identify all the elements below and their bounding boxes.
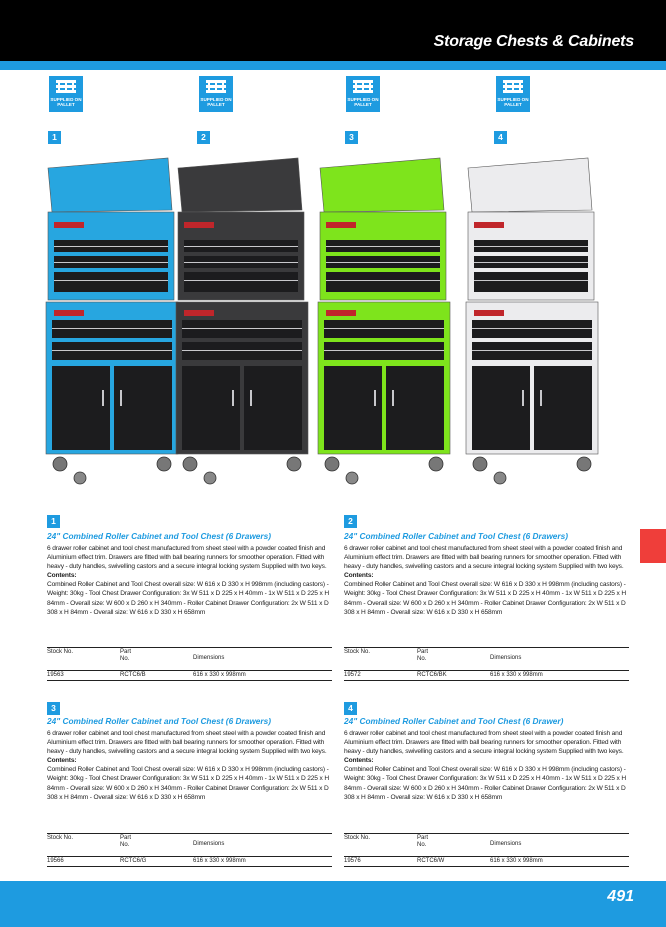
table-rule (344, 866, 629, 867)
table-header-part: Part No. (120, 835, 132, 848)
pallet-label: SUPPLIED ON PALLET (50, 97, 82, 107)
table-cell-part: RCTC6/B (120, 672, 146, 678)
page-number: 491 (607, 888, 634, 905)
pallet-label: SUPPLIED ON PALLET (347, 97, 379, 107)
pallet-icon (205, 79, 227, 95)
product-image-blue-cabinet (40, 150, 185, 495)
table-header-stock: Stock No. (344, 649, 371, 655)
image-number-badge: 1 (48, 131, 61, 144)
table-rule (47, 670, 332, 671)
product-image-white-cabinet (460, 150, 605, 495)
contents-heading: Contents: (47, 572, 77, 580)
header-stripe (0, 61, 666, 70)
product-title: 24" Combined Roller Cabinet and Tool Chest (6 Drawers) (47, 531, 271, 541)
table-header-dimensions: Dimensions (490, 841, 522, 847)
pallet-badge (199, 76, 233, 112)
table-header-part: Part No. (120, 649, 132, 662)
table-rule (47, 866, 332, 867)
table-header-dimensions: Dimensions (193, 841, 225, 847)
spec-table (47, 833, 332, 867)
table-header-dimensions: Dimensions (490, 655, 522, 661)
table-cell-dimensions: 616 x 330 x 998mm (193, 858, 246, 864)
contents-text: Combined Roller Cabinet and Tool Chest overall size: W 616 x D 330 x H 998mm (including castors) - Weight: 30kg - Tool Chest Drawer Configuration: 3x W 511 x D 225 x H 40mm - 1x W 511 x D 225 x H 84mm - Overall size: W 600 x D 260 x H 340mm - Roller Cabinet Drawer Configuration: 2x W 511 x D 308 x H 84mm - Overall size: W 616 x D 330 x H 658mm (344, 581, 626, 616)
table-cell-stock: 19563 (47, 672, 64, 678)
contents-text: Combined Roller Cabinet and Tool Chest overall size: W 616 x D 330 x H 998mm (including castors) - Weight: 30kg - Tool Chest Drawer Configuration: 3x W 511 x D 225 x H 40mm - 1x W 511 x D 225 x H 84mm - Overall size: W 600 x D 260 x H 340mm - Roller Cabinet Drawer Configuration: 2x W 511 x D 308 x H 84mm - Overall size: W 616 x D 330 x H 658mm (344, 766, 626, 801)
table-header-stock: Stock No. (47, 649, 74, 655)
table-cell-stock: 19572 (344, 672, 361, 678)
product-image-green-cabinet (312, 150, 457, 495)
table-cell-part: RCTC6/W (417, 858, 445, 864)
table-rule (47, 833, 332, 834)
product-body (344, 544, 629, 617)
table-cell-part: RCTC6/G (120, 858, 147, 864)
contents-text: Combined Roller Cabinet and Tool Chest overall size: W 616 x D 330 x H 998mm (including castors) - Weight: 30kg - Tool Chest Drawer Configuration: 3x W 511 x D 225 x H 40mm - 1x W 511 x D 225 x H 84mm - Overall size: W 600 x D 260 x H 340mm - Roller Cabinet Drawer Configuration: 2x W 511 x D 308 x H 84mm - Overall size: W 616 x D 330 x H 658mm (47, 766, 329, 801)
pallet-badge (49, 76, 83, 112)
image-number-badge: 4 (494, 131, 507, 144)
product-title: 24" Combined Roller Cabinet and Tool Chest (6 Drawer) (344, 716, 564, 726)
section-number-badge: 4 (344, 702, 357, 715)
table-cell-stock: 19576 (344, 858, 361, 864)
table-header-stock: Stock No. (47, 835, 74, 841)
contents-heading: Contents: (344, 572, 374, 580)
table-cell-part: RCTC6/BK (417, 672, 447, 678)
table-cell-dimensions: 616 x 330 x 998mm (490, 672, 543, 678)
product-description: 6 drawer roller cabinet and tool chest manufactured from sheet steel with a powder coated finish and Aluminium effect trim. Drawers are fitted with ball bearing runners for smoother operation. Fitted with heavy - duty handles, swivelling castors and a secure integral locking system Supplied with two keys. (344, 545, 624, 571)
page-title: Storage Chests & Cabinets (433, 33, 634, 50)
table-cell-stock: 19566 (47, 858, 64, 864)
product-body (47, 544, 332, 617)
pallet-badge (496, 76, 530, 112)
product-description: 6 drawer roller cabinet and tool chest manufactured from sheet steel with a powder coated finish and Aluminium effect trim. Drawers are fitted with ball bearing runners for smoother operation. Fitted with heavy - duty handles, swivelling castors and a secure integral locking system Supplied with two keys. (47, 545, 327, 571)
pallet-icon (55, 79, 77, 95)
pallet-label: SUPPLIED ON PALLET (200, 97, 232, 107)
page-footer (0, 881, 666, 927)
table-rule (344, 647, 629, 648)
page-header (0, 0, 666, 70)
table-header-dimensions: Dimensions (193, 655, 225, 661)
table-rule (344, 856, 629, 857)
pallet-icon (352, 79, 374, 95)
image-number-badge: 3 (345, 131, 358, 144)
spec-table (344, 833, 629, 867)
table-rule (47, 680, 332, 681)
pallet-badge (346, 76, 380, 112)
spec-table (47, 647, 332, 681)
table-rule (344, 680, 629, 681)
section-number-badge: 2 (344, 515, 357, 528)
product-description: 6 drawer roller cabinet and tool chest manufactured from sheet steel with a powder coated finish and Aluminium effect trim. Drawers are fitted with ball bearing runners for smoother operation. Fitted with heavy - duty handles, swivelling castors and a secure integral locking system Supplied with two keys. (344, 730, 624, 756)
image-number-badge: 2 (197, 131, 210, 144)
section-number-badge: 3 (47, 702, 60, 715)
side-tab (640, 529, 666, 563)
product-body (344, 729, 629, 802)
product-image-black-cabinet (170, 150, 315, 495)
contents-heading: Contents: (344, 757, 374, 765)
contents-text: Combined Roller Cabinet and Tool Chest overall size: W 616 x D 330 x H 998mm (including castors) - Weight: 30kg - Tool Chest Drawer Configuration: 3x W 511 x D 225 x H 40mm - 1x W 511 x D 225 x H 84mm - Overall size: W 600 x D 260 x H 340mm - Roller Cabinet Drawer Configuration: 2x W 511 x D 308 x H 84mm - Overall size: W 616 x D 330 x H 658mm (47, 581, 329, 616)
product-title: 24" Combined Roller Cabinet and Tool Chest (6 Drawers) (344, 531, 568, 541)
table-cell-dimensions: 616 x 330 x 998mm (193, 672, 246, 678)
table-rule (47, 856, 332, 857)
pallet-label: SUPPLIED ON PALLET (497, 97, 529, 107)
table-header-part: Part No. (417, 649, 429, 662)
table-header-stock: Stock No. (344, 835, 371, 841)
contents-heading: Contents: (47, 757, 77, 765)
table-rule (47, 647, 332, 648)
table-rule (344, 670, 629, 671)
product-title: 24" Combined Roller Cabinet and Tool Chest (6 Drawers) (47, 716, 271, 726)
spec-table (344, 647, 629, 681)
pallet-icon (502, 79, 524, 95)
table-cell-dimensions: 616 x 330 x 998mm (490, 858, 543, 864)
table-header-part: Part No. (417, 835, 429, 848)
product-body (47, 729, 332, 802)
product-description: 6 drawer roller cabinet and tool chest manufactured from sheet steel with a powder coated finish and Aluminium effect trim. Drawers are fitted with ball bearing runners for smoother operation. Fitted with heavy - duty handles, swivelling castors and a secure integral locking system Supplied with two keys. (47, 730, 327, 756)
section-number-badge: 1 (47, 515, 60, 528)
table-rule (344, 833, 629, 834)
